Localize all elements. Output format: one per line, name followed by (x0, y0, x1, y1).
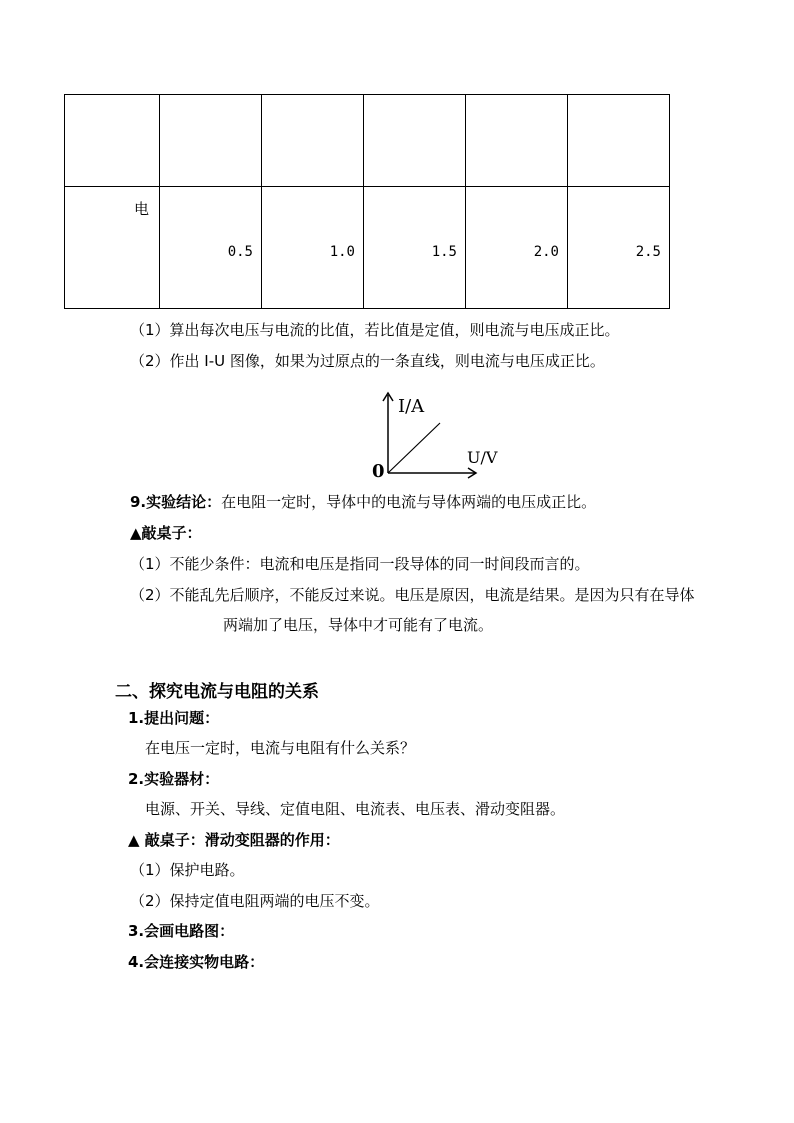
data-table (64, 94, 670, 309)
method-step-2: （2）作出 I-U 图像，如果为过原点的一条直线，则电流与电压成正比。 (130, 352, 605, 370)
equipment-label: 2.实验器材： (128, 770, 220, 788)
table-cell (65, 95, 160, 187)
table-cell: 2.5 (568, 187, 670, 309)
step-4: 4.会连接实物电路： (128, 953, 265, 971)
rheostat-item-1: （1）保护电路。 (130, 861, 245, 879)
table-cell (160, 95, 262, 187)
origin-label: 0 (372, 461, 385, 482)
table-cell (466, 95, 568, 187)
rheostat-item-2: （2）保持定值电阻两端的电压不变。 (130, 892, 380, 910)
table-row (65, 95, 670, 187)
knock-label: ▲敲桌子： (130, 524, 202, 542)
question-label: 1.提出问题： (128, 709, 220, 727)
x-axis-label: U/V (467, 448, 498, 467)
table-cell (364, 95, 466, 187)
table-row-header: 电 (65, 187, 160, 309)
question-text: 在电压一定时，电流与电阻有什么关系？ (145, 739, 416, 757)
table-cell (568, 95, 670, 187)
table-cell: 0.5 (160, 187, 262, 309)
method-step-1: （1）算出每次电压与电流的比值，若比值是定值，则电流与电压成正比。 (130, 321, 620, 339)
knock-item-1: （1）不能少条件：电流和电压是指同一段导体的同一时间段而言的。 (130, 555, 590, 573)
table-cell: 2.0 (466, 187, 568, 309)
table-row (65, 187, 670, 309)
step-3: 3.会画电路图： (128, 922, 235, 940)
iu-line (388, 423, 440, 473)
iu-graph (360, 385, 510, 485)
table-cell (262, 95, 364, 187)
equipment-text: 电源、开关、导线、定值电阻、电流表、电压表、滑动变阻器。 (145, 800, 566, 818)
conclusion (130, 492, 596, 512)
y-axis-label: I/A (398, 396, 425, 417)
conclusion-text: 在电阻一定时，导体中的电流与导体两端的电压成正比。 (221, 493, 597, 511)
knock-item-2-continued: 两端加了电压，导体中才可能有了电流。 (223, 616, 494, 634)
conclusion-label: 9.实验结论： (130, 493, 222, 511)
table-cell: 1.5 (364, 187, 466, 309)
table-cell: 1.0 (262, 187, 364, 309)
knock-item-2: （2）不能乱先后顺序，不能反过来说。电压是原因，电流是结果。是因为只有在导体 (130, 586, 695, 604)
section-title: 二、探究电流与电阻的关系 (115, 682, 319, 702)
rheostat-knock-label: ▲ 敲桌子：滑动变阻器的作用： (128, 831, 340, 849)
